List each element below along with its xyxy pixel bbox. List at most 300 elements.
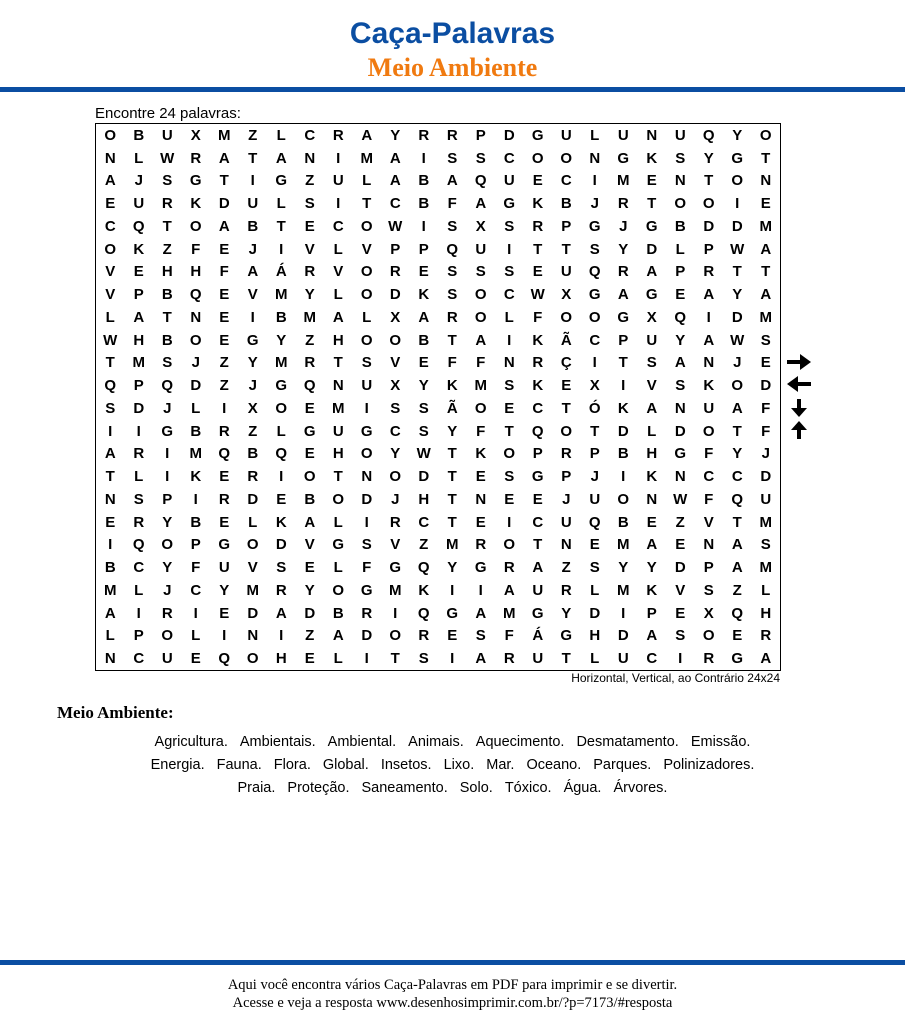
grid-cell[interactable]: G [531,604,544,622]
grid-cell[interactable]: I [193,490,198,508]
grid-cell[interactable]: O [246,536,259,554]
grid-cell[interactable]: U [646,331,658,349]
grid-cell[interactable]: S [162,354,173,372]
grid-cell[interactable]: K [646,149,658,167]
grid-cell[interactable]: Q [702,126,715,144]
grid-cell[interactable]: Q [104,377,117,395]
grid-cell[interactable]: D [361,627,373,645]
grid-cell[interactable]: S [675,377,686,395]
grid-cell[interactable]: O [474,399,487,417]
grid-cell[interactable]: A [446,172,458,190]
grid-cell[interactable]: B [247,445,259,463]
grid-cell[interactable]: S [105,399,116,417]
grid-cell[interactable]: O [474,308,487,326]
grid-cell[interactable]: C [703,468,715,486]
grid-cell[interactable]: R [304,354,316,372]
grid-cell[interactable]: J [248,377,257,395]
grid-cell[interactable]: A [731,399,743,417]
grid-cell[interactable]: Y [618,240,629,258]
grid-cell[interactable]: B [247,217,259,235]
grid-cell[interactable]: T [561,650,571,668]
grid-cell[interactable]: D [703,217,715,235]
grid-cell[interactable]: A [389,172,401,190]
grid-cell[interactable]: D [617,627,629,645]
grid-cell[interactable]: E [760,354,771,372]
grid-cell[interactable]: S [675,149,686,167]
grid-cell[interactable]: O [731,172,744,190]
grid-cell[interactable]: V [247,286,258,304]
grid-cell[interactable]: T [533,240,543,258]
grid-cell[interactable]: A [247,263,259,281]
grid-cell[interactable]: E [504,490,515,508]
grid-cell[interactable]: S [276,559,287,577]
grid-cell[interactable]: E [304,559,315,577]
grid-cell[interactable]: A [703,331,715,349]
grid-cell[interactable]: X [703,604,714,622]
grid-cell[interactable]: T [704,172,714,190]
grid-cell[interactable]: U [361,377,373,395]
grid-cell[interactable]: I [592,354,597,372]
grid-cell[interactable]: I [450,650,455,668]
grid-cell[interactable]: J [619,217,628,235]
grid-cell[interactable]: Q [731,604,744,622]
grid-cell[interactable]: Z [305,627,315,645]
grid-cell[interactable]: L [333,286,343,304]
grid-cell[interactable]: I [621,468,626,486]
grid-cell[interactable]: O [389,627,402,645]
grid-cell[interactable]: V [703,513,714,531]
grid-cell[interactable]: E [219,240,230,258]
grid-cell[interactable]: E [532,172,543,190]
grid-cell[interactable]: A [104,604,116,622]
grid-cell[interactable]: A [475,331,487,349]
grid-cell[interactable]: G [731,149,744,167]
grid-cell[interactable]: A [304,513,316,531]
grid-cell[interactable]: N [760,172,772,190]
grid-cell[interactable]: N [674,172,686,190]
grid-cell[interactable]: B [304,490,316,508]
grid-cell[interactable]: G [674,445,687,463]
grid-cell[interactable]: G [588,217,601,235]
grid-cell[interactable]: T [362,195,372,213]
grid-cell[interactable]: R [418,126,430,144]
grid-cell[interactable]: N [332,377,344,395]
grid-cell[interactable]: R [760,627,772,645]
grid-cell[interactable]: C [731,468,743,486]
grid-cell[interactable]: Z [305,172,315,190]
grid-cell[interactable]: F [219,263,229,281]
grid-cell[interactable]: L [590,126,600,144]
grid-cell[interactable]: K [617,399,629,417]
grid-cell[interactable]: S [504,217,515,235]
grid-cell[interactable]: A [731,559,743,577]
grid-cell[interactable]: I [364,650,369,668]
grid-cell[interactable]: C [389,422,401,440]
grid-cell[interactable]: Z [419,536,429,554]
grid-cell[interactable]: I [279,468,284,486]
grid-cell[interactable]: T [276,217,286,235]
grid-cell[interactable]: Q [417,604,430,622]
grid-cell[interactable]: A [646,627,658,645]
grid-cell[interactable]: H [275,650,287,668]
grid-cell[interactable]: P [589,445,600,463]
grid-cell[interactable]: K [418,286,430,304]
grid-cell[interactable]: I [193,604,198,622]
grid-cell[interactable]: F [761,422,771,440]
grid-cell[interactable]: R [161,604,173,622]
grid-cell[interactable]: E [504,399,515,417]
grid-cell[interactable]: J [590,195,599,213]
grid-cell[interactable]: R [190,149,202,167]
grid-cell[interactable]: G [645,286,658,304]
grid-cell[interactable]: M [275,354,288,372]
grid-cell[interactable]: P [162,490,173,508]
grid-cell[interactable]: S [390,399,401,417]
grid-cell[interactable]: E [532,263,543,281]
grid-cell[interactable]: S [418,399,429,417]
grid-cell[interactable]: P [703,240,714,258]
grid-cell[interactable]: L [248,513,258,531]
grid-cell[interactable]: D [133,399,145,417]
grid-cell[interactable]: X [390,377,401,395]
grid-cell[interactable]: I [592,172,597,190]
grid-cell[interactable]: I [507,331,512,349]
grid-cell[interactable]: K [475,445,487,463]
grid-cell[interactable]: C [589,331,601,349]
grid-cell[interactable]: A [503,581,515,599]
grid-cell[interactable]: R [446,308,458,326]
grid-cell[interactable]: W [730,331,745,349]
grid-cell[interactable]: D [646,240,658,258]
grid-cell[interactable]: R [532,354,544,372]
grid-cell[interactable]: T [504,422,514,440]
grid-cell[interactable]: A [617,286,629,304]
grid-cell[interactable]: A [532,559,544,577]
grid-cell[interactable]: A [646,536,658,554]
grid-cell[interactable]: O [702,627,715,645]
grid-cell[interactable]: D [247,604,259,622]
grid-cell[interactable]: U [703,399,715,417]
grid-cell[interactable]: D [760,468,772,486]
grid-cell[interactable]: T [248,149,258,167]
grid-cell[interactable]: Q [417,559,430,577]
grid-cell[interactable]: R [389,513,401,531]
grid-cell[interactable]: K [418,581,430,599]
grid-cell[interactable]: C [133,650,145,668]
grid-cell[interactable]: O [360,331,373,349]
grid-cell[interactable]: F [476,354,486,372]
grid-cell[interactable]: K [133,240,145,258]
grid-cell[interactable]: L [333,513,343,531]
grid-cell[interactable]: B [161,331,173,349]
grid-cell[interactable]: Z [248,126,258,144]
grid-cell[interactable]: O [332,581,345,599]
grid-cell[interactable]: N [247,627,259,645]
grid-cell[interactable]: L [191,627,201,645]
grid-cell[interactable]: Z [248,422,258,440]
grid-cell[interactable]: O [189,331,202,349]
grid-cell[interactable]: A [104,172,116,190]
grid-cell[interactable]: I [421,149,426,167]
grid-cell[interactable]: Z [305,331,315,349]
grid-cell[interactable]: O [560,308,573,326]
grid-cell[interactable]: L [276,195,286,213]
grid-cell[interactable]: C [503,286,515,304]
grid-cell[interactable]: Á [275,263,287,281]
grid-cell[interactable]: Ã [560,331,572,349]
grid-cell[interactable]: Q [531,422,544,440]
grid-cell[interactable]: V [105,286,116,304]
grid-cell[interactable]: Y [162,559,173,577]
grid-cell[interactable]: T [533,536,543,554]
grid-cell[interactable]: K [703,377,715,395]
grid-cell[interactable]: Q [303,377,316,395]
grid-cell[interactable]: J [391,490,400,508]
grid-cell[interactable]: U [161,126,173,144]
grid-cell[interactable]: X [247,399,258,417]
grid-cell[interactable]: E [304,650,315,668]
grid-cell[interactable]: R [161,195,173,213]
grid-cell[interactable]: P [646,604,657,622]
grid-cell[interactable]: R [532,217,544,235]
grid-cell[interactable]: G [446,604,459,622]
grid-cell[interactable]: M [759,217,772,235]
grid-cell[interactable]: P [618,331,629,349]
grid-cell[interactable]: U [532,650,544,668]
grid-cell[interactable]: O [474,286,487,304]
grid-cell[interactable]: N [104,149,116,167]
grid-cell[interactable]: E [732,627,743,645]
grid-cell[interactable]: B [418,331,430,349]
grid-cell[interactable]: F [704,490,714,508]
grid-cell[interactable]: N [104,650,116,668]
grid-cell[interactable]: Y [732,286,743,304]
grid-cell[interactable]: C [104,217,116,235]
grid-cell[interactable]: S [475,627,486,645]
grid-cell[interactable]: A [104,445,116,463]
grid-cell[interactable]: Z [162,240,172,258]
grid-cell[interactable]: V [304,240,315,258]
grid-cell[interactable]: G [360,422,373,440]
grid-cell[interactable]: F [533,308,543,326]
grid-cell[interactable]: B [190,513,202,531]
grid-cell[interactable]: T [219,172,229,190]
grid-cell[interactable]: P [133,377,144,395]
grid-cell[interactable]: M [218,126,231,144]
grid-cell[interactable]: J [590,468,599,486]
grid-cell[interactable]: E [304,217,315,235]
grid-cell[interactable]: G [360,581,373,599]
grid-cell[interactable]: D [589,604,601,622]
grid-cell[interactable]: U [332,172,344,190]
grid-cell[interactable]: I [136,422,141,440]
grid-cell[interactable]: Q [674,308,687,326]
grid-cell[interactable]: R [133,445,145,463]
grid-cell[interactable]: A [475,604,487,622]
grid-cell[interactable]: M [474,377,487,395]
grid-cell[interactable]: P [133,286,144,304]
grid-cell[interactable]: Y [304,581,315,599]
grid-cell[interactable]: G [161,422,174,440]
grid-cell[interactable]: F [447,195,457,213]
grid-cell[interactable]: E [219,331,230,349]
grid-cell[interactable]: R [503,559,515,577]
grid-cell[interactable]: A [275,149,287,167]
grid-cell[interactable]: M [360,149,373,167]
grid-cell[interactable]: T [561,399,571,417]
grid-cell[interactable]: V [390,536,401,554]
grid-cell[interactable]: E [276,490,287,508]
grid-cell[interactable]: N [703,536,715,554]
grid-cell[interactable]: M [759,559,772,577]
grid-cell[interactable]: J [134,172,143,190]
grid-cell[interactable]: B [275,308,287,326]
grid-cell[interactable]: Y [703,149,714,167]
grid-cell[interactable]: P [675,263,686,281]
grid-cell[interactable]: V [247,559,258,577]
grid-cell[interactable]: E [133,263,144,281]
grid-cell[interactable]: O [503,536,516,554]
grid-cell[interactable]: A [646,263,658,281]
grid-cell[interactable]: O [360,286,373,304]
grid-cell[interactable]: E [219,308,230,326]
grid-cell[interactable]: P [561,468,572,486]
grid-cell[interactable]: P [390,240,401,258]
grid-cell[interactable]: C [304,126,316,144]
grid-cell[interactable]: A [760,286,772,304]
grid-cell[interactable]: L [761,581,771,599]
grid-cell[interactable]: G [731,650,744,668]
grid-cell[interactable]: F [504,627,514,645]
grid-cell[interactable]: J [163,581,172,599]
grid-cell[interactable]: S [504,263,515,281]
grid-cell[interactable]: Q [161,377,174,395]
grid-cell[interactable]: G [275,172,288,190]
grid-cell[interactable]: O [246,650,259,668]
grid-cell[interactable]: I [507,513,512,531]
grid-cell[interactable]: O [731,377,744,395]
grid-cell[interactable]: K [646,468,658,486]
grid-cell[interactable]: Q [218,650,231,668]
grid-cell[interactable]: A [475,650,487,668]
grid-cell[interactable]: N [674,468,686,486]
grid-cell[interactable]: B [674,217,686,235]
grid-cell[interactable]: Y [732,445,743,463]
grid-cell[interactable]: R [446,126,458,144]
grid-cell[interactable]: T [390,650,400,668]
grid-cell[interactable]: M [503,604,516,622]
grid-cell[interactable]: Y [447,422,458,440]
grid-cell[interactable]: Á [532,627,544,645]
grid-cell[interactable]: M [617,172,630,190]
grid-cell[interactable]: Ó [588,399,601,417]
grid-cell[interactable]: B [161,286,173,304]
grid-cell[interactable]: H [190,263,202,281]
grid-cell[interactable]: A [389,149,401,167]
grid-cell[interactable]: S [447,286,458,304]
grid-cell[interactable]: N [361,468,373,486]
grid-cell[interactable]: Y [646,559,657,577]
grid-cell[interactable]: Q [132,536,145,554]
grid-cell[interactable]: M [132,354,145,372]
grid-cell[interactable]: D [617,422,629,440]
grid-cell[interactable]: L [134,468,144,486]
grid-cell[interactable]: Y [304,286,315,304]
grid-cell[interactable]: U [133,195,145,213]
grid-cell[interactable]: E [589,536,600,554]
grid-cell[interactable]: Z [732,581,742,599]
grid-cell[interactable]: O [674,195,687,213]
grid-cell[interactable]: Y [675,331,686,349]
grid-cell[interactable]: L [191,399,201,417]
grid-cell[interactable]: P [532,445,543,463]
grid-cell[interactable]: U [532,581,544,599]
grid-cell[interactable]: K [532,377,544,395]
grid-cell[interactable]: V [390,354,401,372]
grid-cell[interactable]: B [190,422,202,440]
grid-cell[interactable]: B [418,172,430,190]
grid-cell[interactable]: P [190,536,201,554]
grid-cell[interactable]: K [275,513,287,531]
grid-cell[interactable]: L [333,240,343,258]
grid-cell[interactable]: S [162,172,173,190]
grid-cell[interactable]: V [361,240,372,258]
grid-cell[interactable]: E [646,172,657,190]
grid-cell[interactable]: N [475,490,487,508]
grid-cell[interactable]: V [105,263,116,281]
grid-cell[interactable]: Q [588,263,601,281]
grid-cell[interactable]: H [133,331,145,349]
grid-cell[interactable]: Ç [560,354,572,372]
grid-cell[interactable]: D [731,217,743,235]
grid-cell[interactable]: S [675,627,686,645]
grid-cell[interactable]: W [530,286,545,304]
grid-cell[interactable]: I [108,422,113,440]
grid-cell[interactable]: R [560,581,572,599]
grid-cell[interactable]: T [447,468,457,486]
grid-cell[interactable]: E [219,513,230,531]
grid-cell[interactable]: U [161,650,173,668]
grid-cell[interactable]: I [222,399,227,417]
grid-cell[interactable]: L [647,422,657,440]
grid-cell[interactable]: H [418,490,430,508]
grid-cell[interactable]: L [362,172,372,190]
grid-cell[interactable]: I [393,604,398,622]
grid-cell[interactable]: N [304,149,316,167]
grid-cell[interactable]: N [703,354,715,372]
grid-cell[interactable]: U [617,126,629,144]
grid-cell[interactable]: C [389,195,401,213]
grid-cell[interactable]: J [562,490,571,508]
grid-cell[interactable]: B [617,513,629,531]
grid-cell[interactable]: R [617,263,629,281]
grid-cell[interactable]: U [475,240,487,258]
grid-cell[interactable]: G [531,468,544,486]
grid-cell[interactable]: I [706,308,711,326]
grid-cell[interactable]: I [621,377,626,395]
grid-cell[interactable]: Q [189,286,202,304]
grid-cell[interactable]: U [247,195,259,213]
grid-cell[interactable]: G [503,195,516,213]
grid-cell[interactable]: M [446,536,459,554]
grid-cell[interactable]: F [704,445,714,463]
grid-cell[interactable]: W [673,490,688,508]
grid-cell[interactable]: H [332,331,344,349]
grid-cell[interactable]: S [447,149,458,167]
grid-cell[interactable]: Z [219,377,229,395]
grid-cell[interactable]: G [531,126,544,144]
grid-cell[interactable]: Y [447,559,458,577]
